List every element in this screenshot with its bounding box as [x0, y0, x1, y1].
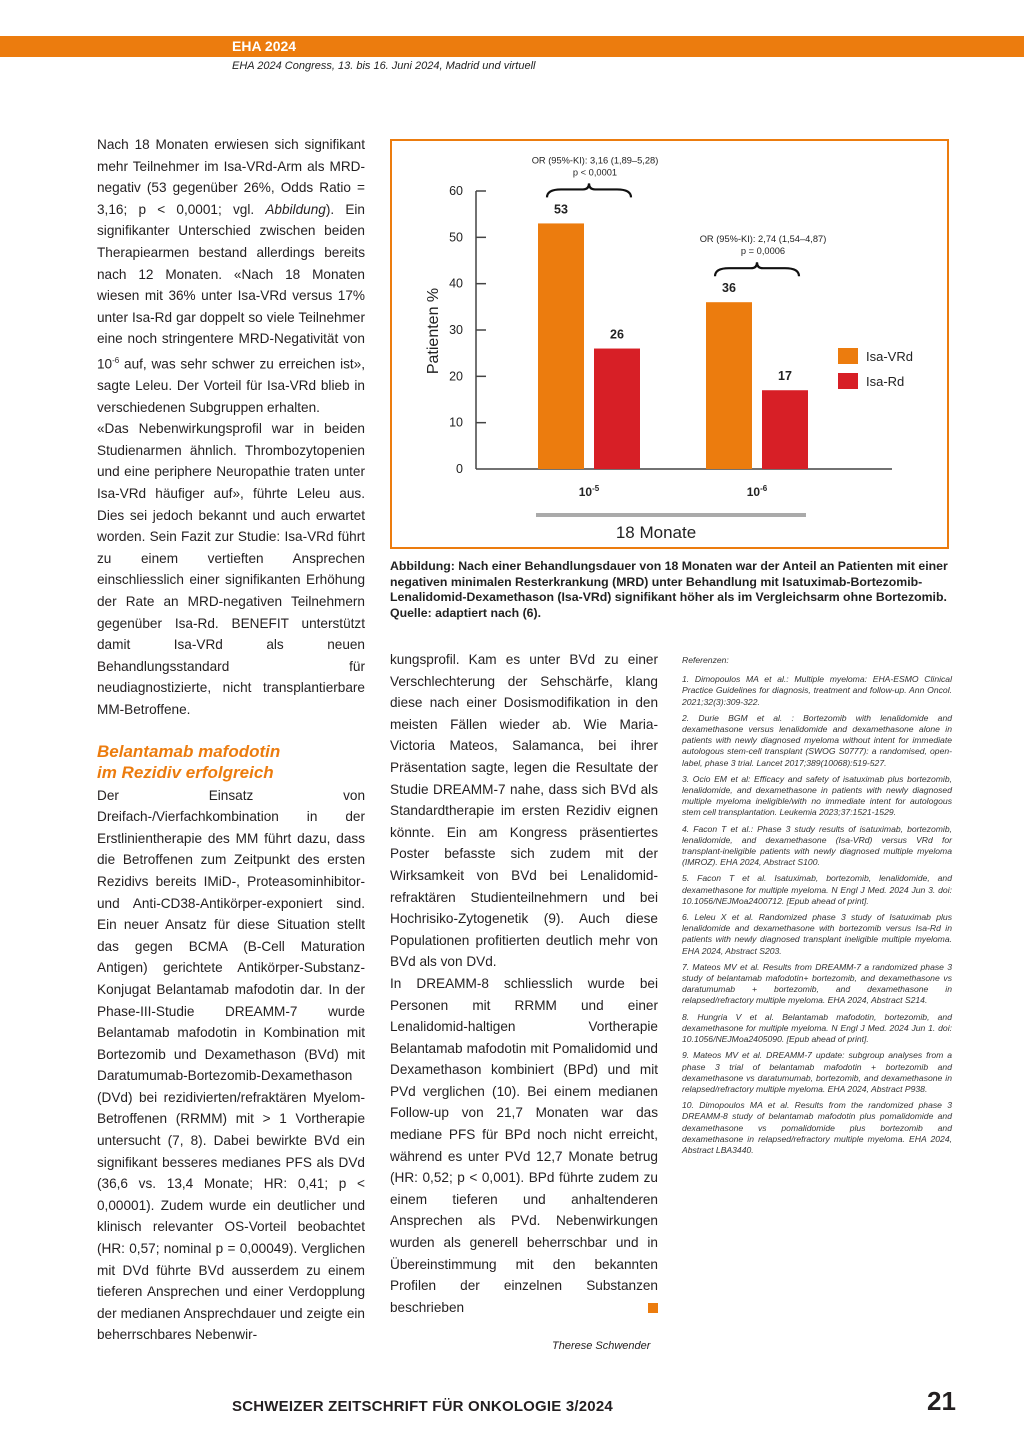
y-tick-label: 40: [449, 276, 463, 291]
y-tick-label: 60: [449, 184, 463, 198]
reference-item: 3. Ocio EM et al: Efficacy and safety of isatuximab plus bortezomib, lenalidomide, and dexamethasone in patients with newly diagnosed multiple myeloma ineligible/with no immediate intent for autologous stem cell transplantation. Leukemia 2023;37:1521-1529.: [682, 773, 952, 818]
reference-item: 7. Mateos MV et al. Results from DREAMM-7 a randomized phase 3 study of belantamab mafodotin+ bortezomib, and dexamethasone vs daratumumab + bortezomib, and dexamethasone in relapsed/refractory multiple myeloma. EHA 2024, Abstract S214.: [682, 961, 952, 1006]
y-tick-label: 0: [456, 462, 463, 476]
references: [682, 655, 952, 1161]
y-tick-label: 30: [449, 323, 463, 337]
reference-item: 10. Dimopoulos MA et al. Results from the randomized phase 3 DREAMM-8 study of belantamab mafodotin plus pomalidomide and dexamethasone vs pomalidomide plus bortezomib and dexamethasone in relapsed/refractory multiple myeloma. EHA 2024, Abstract LBA3440.: [682, 1100, 952, 1155]
x-group-label: $10^{-6}$: [746, 484, 768, 499]
paragraph: In DREAMM-8 schliesslich wurde bei Personen mit RRMM und einer Lenalidomid-haltigen Vortherapie Belantamab mafodotin mit Pomalidomid und Dexamethason kombiniert (BPd) und mit PVd verglichen (10). Bei einem medianen Follow-up von 21,7 Monaten war das mediane PFS für BPd noch nicht erreicht, während es unter PVd 12,7 Monate betrug (HR: 0,52; p < 0,001). BPd führte zudem zu einem tieferen und anhaltenderen Ansprechen als PVd. Nebenwirkungen wurden als generell beherrschbar und in Übereinstimmung mit den bekannten Profilen der einzelnen Substanzen beschrieben: [390, 975, 658, 1315]
legend-label: Isa-Rd: [866, 374, 905, 389]
reference-item: 9. Mateos MV et al. DREAMM-7 update: subgroup analyses from a phase 3 trial of belantamab mafodotin + bortezomib and dexamethasone vs daratumumab, bortezomib, and dexamethasone in relapsed/refractory multiple myeloma. EHA 2024, Abstract P938.: [682, 1050, 952, 1094]
paragraph: Nach 18 Monaten erwiesen sich signifikant mehr Teilnehmer im Isa-VRd-Arm als MRD-negativ (53 gegenüber 26%, Odds Ratio = 3,16; p < 0,0001; vgl. Abbildung). Ein signifikanter Unterschied zwischen beiden Therapiearmen bestand allerdings bereits nach 12 Monaten. «Nach 18 Monaten wiesen mit 36% unter Isa-VRd versus 17% unter Isa-Rd gar doppelt so viele Teilnehmer eine noch stringentere MRD-Negativität von $10^{-6}$ auf, was sehr schwer zu erreichen ist», sagte Leleu. Der Vorteil für Isa-VRd blieb in verschiedenen Subgruppen erhalten.: [97, 137, 365, 415]
bar-isa-rd: [762, 390, 808, 469]
timeframe-bar: [536, 513, 806, 517]
header-bar: [0, 36, 1024, 57]
y-tick-label: 10: [449, 415, 463, 430]
paragraph: Der Einsatz von Dreifach-/Vierfachkombination in der Erstlinientherapie des MM führt dazu, dass die Betroffenen zum Zeitpunkt des ersten Rezidivs bereits IMiD-, Proteasominhibitor- und Anti-CD38-Antikörper-exponiert sind. Ein neuer Ansatz für diese Situation stellt das gegen BCMA (B-Cell Maturation Antigen) gerichtete Antikörper-Substanz-Konjugat Belantamab mafodotin dar. In der Phase-III-Studie DREAMM-7 wurde Belantamab mafodotin in Kombination mit Bortezomib und Dexamethason (BVd) mit Daratumumab-Bortezomib-Dexamethason (DVd) bei rezidivierten/refraktären Myelom-Betroffenen (RRMM) mit > 1 Vortherapie untersucht (7, 8). Dabei bewirkte BVd ein signifikant besseres medianes PFS als DVd (36,6 vs. 13,4 Monate; HR: 0,41; p < 0,00001). Zudem wurde ein deutlicher und klinisch relevanter OS-Vorteil beobachtet (HR: 0,57; nominal p = 0,00049). Verglichen mit DVd führte BVd ausserdem zu einem tieferen Ansprechen und einer Verdopplung der medianen Ansprechdauer und zeigte ein beherrschbares Nebenwir-: [97, 787, 365, 1343]
references-heading: Referenzen:: [682, 655, 729, 665]
text-column-2: [390, 649, 658, 1318]
reference-item: 5. Facon T et al. Isatuximab, bortezomib, lenalidomide, and dexamethasone for multiple myeloma. N Engl J Med. 2024 Jun 3. doi: 10.1056/NEJMoa2400712. [Epub ahead of print].: [682, 873, 952, 906]
bar-isa-vrd: [706, 302, 752, 469]
section-title: EHA 2024: [232, 38, 297, 54]
legend-label: Isa-VRd: [866, 349, 913, 364]
section-subtitle: EHA 2024 Congress, 13. bis 16. Juni 2024, Madrid und virtuell: [232, 60, 536, 72]
y-tick-label: 50: [449, 230, 463, 245]
odds-ratio-annotation: OR (95%-KI): 3,16 (1,89–5,28): [531, 155, 659, 166]
section-heading: Belantamab mafodotin im Rezidiv erfolgreich: [97, 741, 281, 782]
x-axis-label: 18 Monate: [615, 523, 697, 542]
reference-item: 4. Facon T et al.: Phase 3 study results of isatuximab, bortezomib, lenalidomide, and dexamethasone (Isa-VRd) versus VRd for transplant-ineligible patients with newly diagnosed multiple myeloma (IMROZ). EHA 2024, Abstract S100.: [682, 823, 952, 868]
bar-value-label: 26: [610, 327, 624, 342]
page-number: 21: [927, 1386, 956, 1416]
figure-caption: Abbildung: Nach einer Behandlungsdauer von 18 Monaten war der Anteil an Patienten mit einer negativen minimalen Resterkrankung (MRD) unter Behandlung mit Isatuximab-Bortezomib-Lenalidomid-Dexamethason (Isa-VRd) signifikant höher als im Vergleichsarm ohne Bortezomib. Quelle: adaptiert nach (6).: [390, 559, 948, 620]
y-axis-label: Patienten %: [425, 287, 442, 375]
reference-item: 1. Dimopoulos MA et al.: Multiple myeloma: EHA-ESMO Clinical Practice Guidelines for diagnosis, treatment and follow-up. Ann Oncol. 2021;32(3):309-322.: [682, 674, 952, 707]
brace-icon: [715, 262, 799, 276]
paragraph: «Das Nebenwirkungsprofil war in beiden Studienarmen ähnlich. Thrombozytopenien und eine periphere Neuropathie traten unter Isa-VRd häufiger auf», führte Leleu aus. Dies sei jedoch bekannt und auch erwartet worden. Sein Fazit zur Studie: Isa-VRd führt zu einem vertieften Ansprechen einschliesslich einer signifikanten Erhöhung der Rate an MRD-negativen Teilnehmern gegenüber Isa-Rd. BENEFIT unterstützt damit Isa-VRd als neuen Behandlungsstandard für neudiagnostizierte, nicht transplantierbare MM-Betroffene.: [97, 421, 365, 717]
p-value-annotation: p < 0,0001: [572, 167, 618, 178]
p-value-annotation: p = 0,0006: [740, 246, 786, 257]
reference-item: 2. Durie BGM et al. : Bortezomib with lenalidomide and dexamethasone versus lenalidomide and dexamethasone alone in patients with newly diagnosed myeloma without intent for immediate autologous stem-cell transplant (SWOG S0777): a randomised, open-label, phase 3 trial. Lancet 2017;389(10068):519-527.: [682, 712, 952, 768]
bar-value-label: 17: [778, 369, 792, 384]
odds-ratio-annotation: OR (95%-KI): 2,74 (1,54–4,87): [699, 234, 827, 245]
x-group-label: $10^{-5}$: [578, 484, 600, 499]
bar-isa-rd: [594, 349, 640, 469]
journal-footer: SCHWEIZER ZEITSCHRIFT FÜR ONKOLOGIE 3/2024: [232, 1398, 613, 1415]
legend-swatch: [838, 373, 858, 389]
legend-swatch: [838, 348, 858, 364]
bar-isa-vrd: [538, 223, 584, 469]
bar-value-label: 53: [554, 202, 568, 217]
end-square-icon: [648, 1303, 658, 1313]
paragraph: kungsprofil. Kam es unter BVd zu einer Verschlechterung der Sehschärfe, klang diese nach einer Dosismodifikation in den meisten Fällen wieder ab. Wie Maria-Victoria Mateos, Salamanca, bei ihrer Präsentation sagte, legen die Resultate der Studie DREAMM-7 nahe, dass sich BVd als Standardtherapie im ersten Rezidiv eignen könnte. Ein am Kongress präsentiertes Poster befasste sich zudem mit der Wirksamkeit von BVd bei Lenalidomid-refraktären Studienteilnehmern und bei Hochrisiko-Zytogenetik (9). Auch diese Populationen profitierten deutlich mehr von BVd als von DVd.: [390, 652, 658, 970]
author: Therese Schwender: [552, 1340, 651, 1352]
reference-item: 8. Hungria V et al. Belantamab mafodotin, bortezomib, and dexamethasone for multiple myeloma. N Engl J Med. 2024 Jun 1. doi: 10.1056/NEJMoa2405090. [Epub ahead of print].: [682, 1011, 952, 1045]
brace-icon: [547, 183, 631, 197]
y-tick-label: 20: [449, 369, 463, 384]
mrd-bar-chart: [392, 141, 947, 547]
figure-box: [390, 139, 949, 549]
text-column-1: [97, 134, 365, 1346]
bar-value-label: 36: [722, 281, 736, 296]
reference-item: 6. Leleu X et al. Randomized phase 3 study of Isatuximab plus lenalidomide and dexamethasone with bortezomib versus Isa-Rd in patients with newly diagnosed transplant ineligible multiple myeloma. EHA 2024, Abstract S203.: [682, 912, 952, 956]
